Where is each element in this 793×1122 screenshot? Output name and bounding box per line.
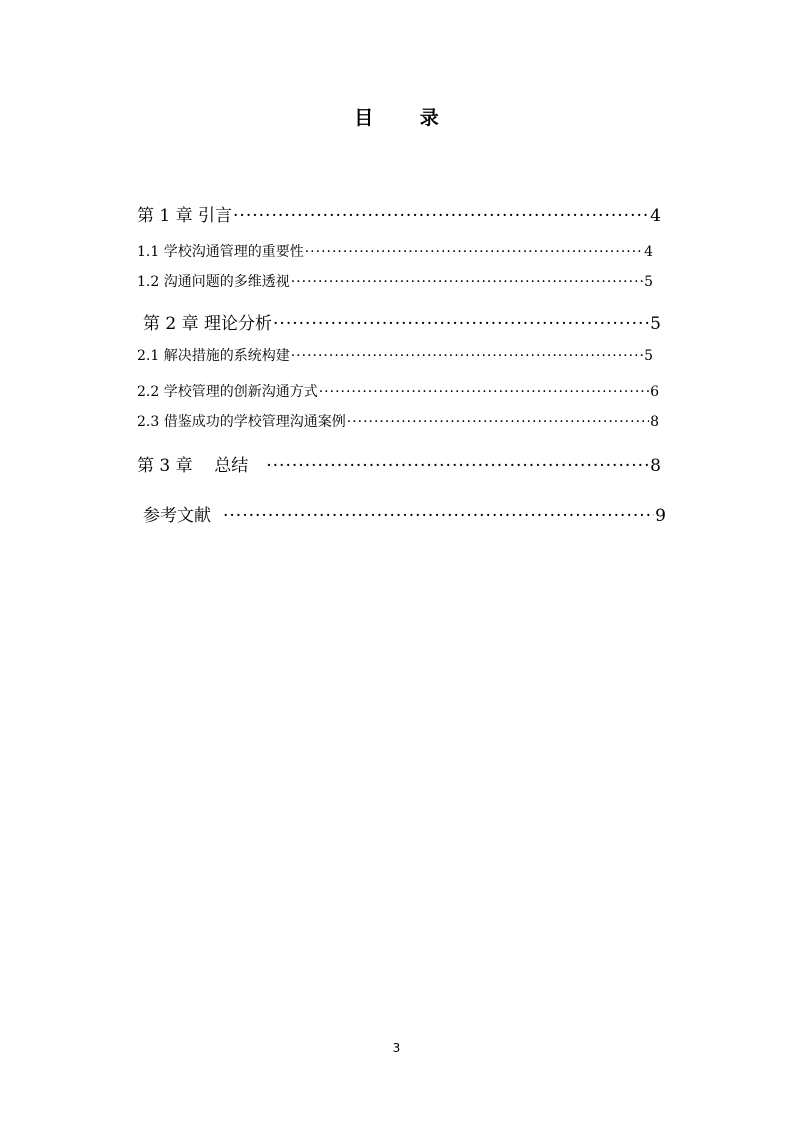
toc-entry-1-1[interactable] <box>137 241 653 261</box>
toc-entry-page: 6 <box>650 384 659 400</box>
toc-entry-label: 参考文献 <box>143 506 211 526</box>
toc-entry-label: 2.1 解决措施的系统构建 <box>137 348 290 364</box>
toc-entry-page: 4 <box>650 206 661 226</box>
toc-entry-page: 5 <box>644 274 653 290</box>
dot-leader <box>266 456 649 476</box>
toc-entry-label: 第 2 章 理论分析 <box>143 314 273 334</box>
dot-leader <box>291 274 643 290</box>
toc-entry-page: 5 <box>650 314 661 334</box>
dot-leader <box>233 206 649 226</box>
toc-entry-page: 4 <box>644 244 653 260</box>
toc-entry-label: 第 3 章 总结 <box>137 456 249 476</box>
toc-entry-references[interactable] <box>143 501 666 526</box>
toc-entry-2-1[interactable] <box>137 345 653 365</box>
dot-leader <box>319 384 649 400</box>
toc-entry-label: 1.2 沟通问题的多维透视 <box>137 274 290 290</box>
toc-title: 目 录 <box>354 107 459 129</box>
dot-leader <box>223 506 654 526</box>
toc-entry-label: 1.1 学校沟通管理的重要性 <box>137 244 304 260</box>
toc-entry-chapter-1[interactable] <box>137 201 661 226</box>
toc-entry-label: 第 1 章 引言 <box>137 206 233 226</box>
toc-entry-page: 9 <box>655 506 666 526</box>
dot-leader <box>347 414 649 430</box>
dot-leader <box>273 314 649 334</box>
page-number: 3 <box>392 1041 401 1055</box>
toc-entry-2-3[interactable] <box>137 411 659 431</box>
dot-leader <box>291 348 643 364</box>
toc-entry-1-2[interactable] <box>137 271 653 291</box>
toc-entry-chapter-3[interactable] <box>137 451 661 476</box>
toc-entry-chapter-2[interactable] <box>143 309 661 334</box>
toc-entry-page: 5 <box>644 348 653 364</box>
toc-entry-label: 2.3 借鉴成功的学校管理沟通案例 <box>137 414 346 430</box>
toc-entry-label: 2.2 学校管理的创新沟通方式 <box>137 384 318 400</box>
dot-leader <box>305 244 643 260</box>
toc-entry-2-2[interactable] <box>137 381 659 401</box>
toc-entry-page: 8 <box>650 456 661 476</box>
toc-entry-page: 8 <box>650 414 659 430</box>
